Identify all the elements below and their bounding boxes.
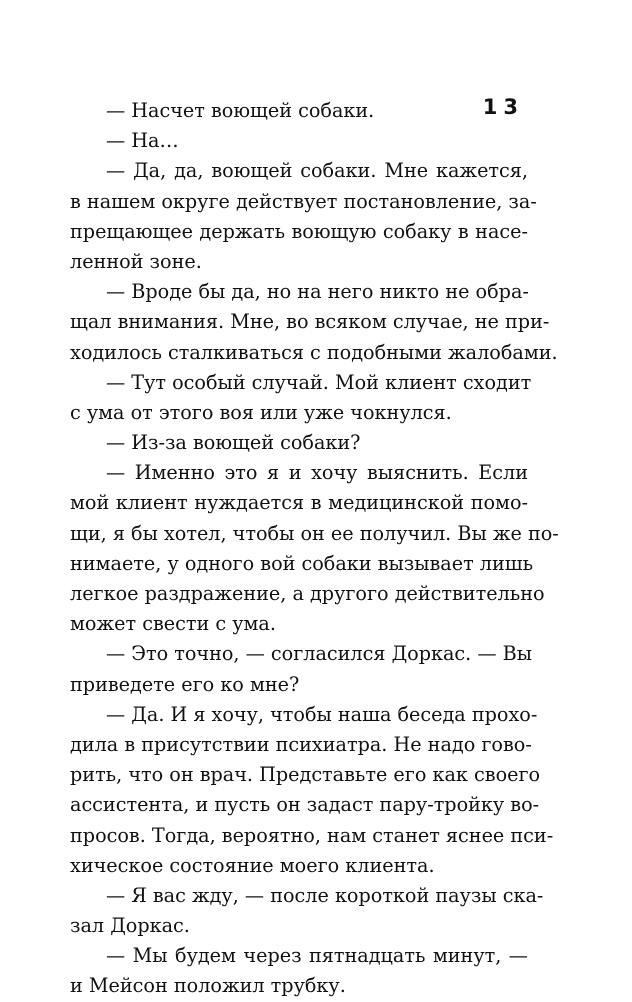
text-line: — Мы будем через пятнадцать минут, — <box>106 944 528 968</box>
body-text <box>70 96 559 1002</box>
text-line: — Тут особый случай. Мой клиент сходит <box>106 370 532 394</box>
text-line: дила в присутствии психиатра. Не надо гово- <box>70 732 532 756</box>
text-line: зал Доркас. <box>70 914 190 938</box>
text-line: — Вроде бы да, но на него никто не обра- <box>106 280 529 304</box>
text-line: нимаете, у одного вой собаки вызывает лишь <box>70 551 534 575</box>
text-line: в нашем округе действует постановление, за- <box>70 189 537 213</box>
page-number: 13 <box>482 95 524 119</box>
text-line: — На… <box>106 129 179 153</box>
text-line: хическое состояние моего клиента. <box>70 853 435 877</box>
text-line: с ума от этого воя или уже чокнулся. <box>70 400 452 424</box>
text-line: — Насчет воющей собаки. <box>106 99 375 122</box>
text-line: ходилось сталкиваться с подобными жалобами. <box>70 340 558 364</box>
text-line: — Из-за воющей собаки? <box>106 431 361 455</box>
text-line: — Да, да, воющей собаки. Мне кажется, <box>106 159 528 183</box>
text-line: — Именно это я и хочу выяснить. Если <box>106 461 528 485</box>
text-line: рить, что он врач. Представьте его как своего <box>70 763 541 787</box>
text-line: ассистента, и пусть он задаст пару-тройку во- <box>70 793 540 817</box>
text-line: мой клиент нуждается в медицинской помо- <box>70 491 528 515</box>
text-line: прещающее держать воющую собаку в насе- <box>70 219 528 243</box>
text-line: — Да. И я хочу, чтобы наша беседа прохо- <box>106 702 538 726</box>
text-line: щи, я бы хотел, чтобы он ее получил. Вы же по- <box>70 521 559 545</box>
text-line: просов. Тогда, вероятно, нам станет яснее пси- <box>70 823 554 847</box>
text-line: — Я вас жду, — после короткой паузы ска- <box>106 883 544 907</box>
text-line: легкое раздражение, а другого действительно <box>70 582 545 605</box>
text-line: и Мейсон положил трубку. <box>70 974 346 998</box>
text-line: может свести с ума. <box>70 612 276 636</box>
text-line: ленной зоне. <box>70 249 202 273</box>
text-line: — Это точно, — согласился Доркас. — Вы <box>106 642 533 666</box>
text-line: щал внимания. Мне, во всяком случае, не при- <box>70 310 550 334</box>
text-line: приведете его ко мне? <box>70 672 300 696</box>
